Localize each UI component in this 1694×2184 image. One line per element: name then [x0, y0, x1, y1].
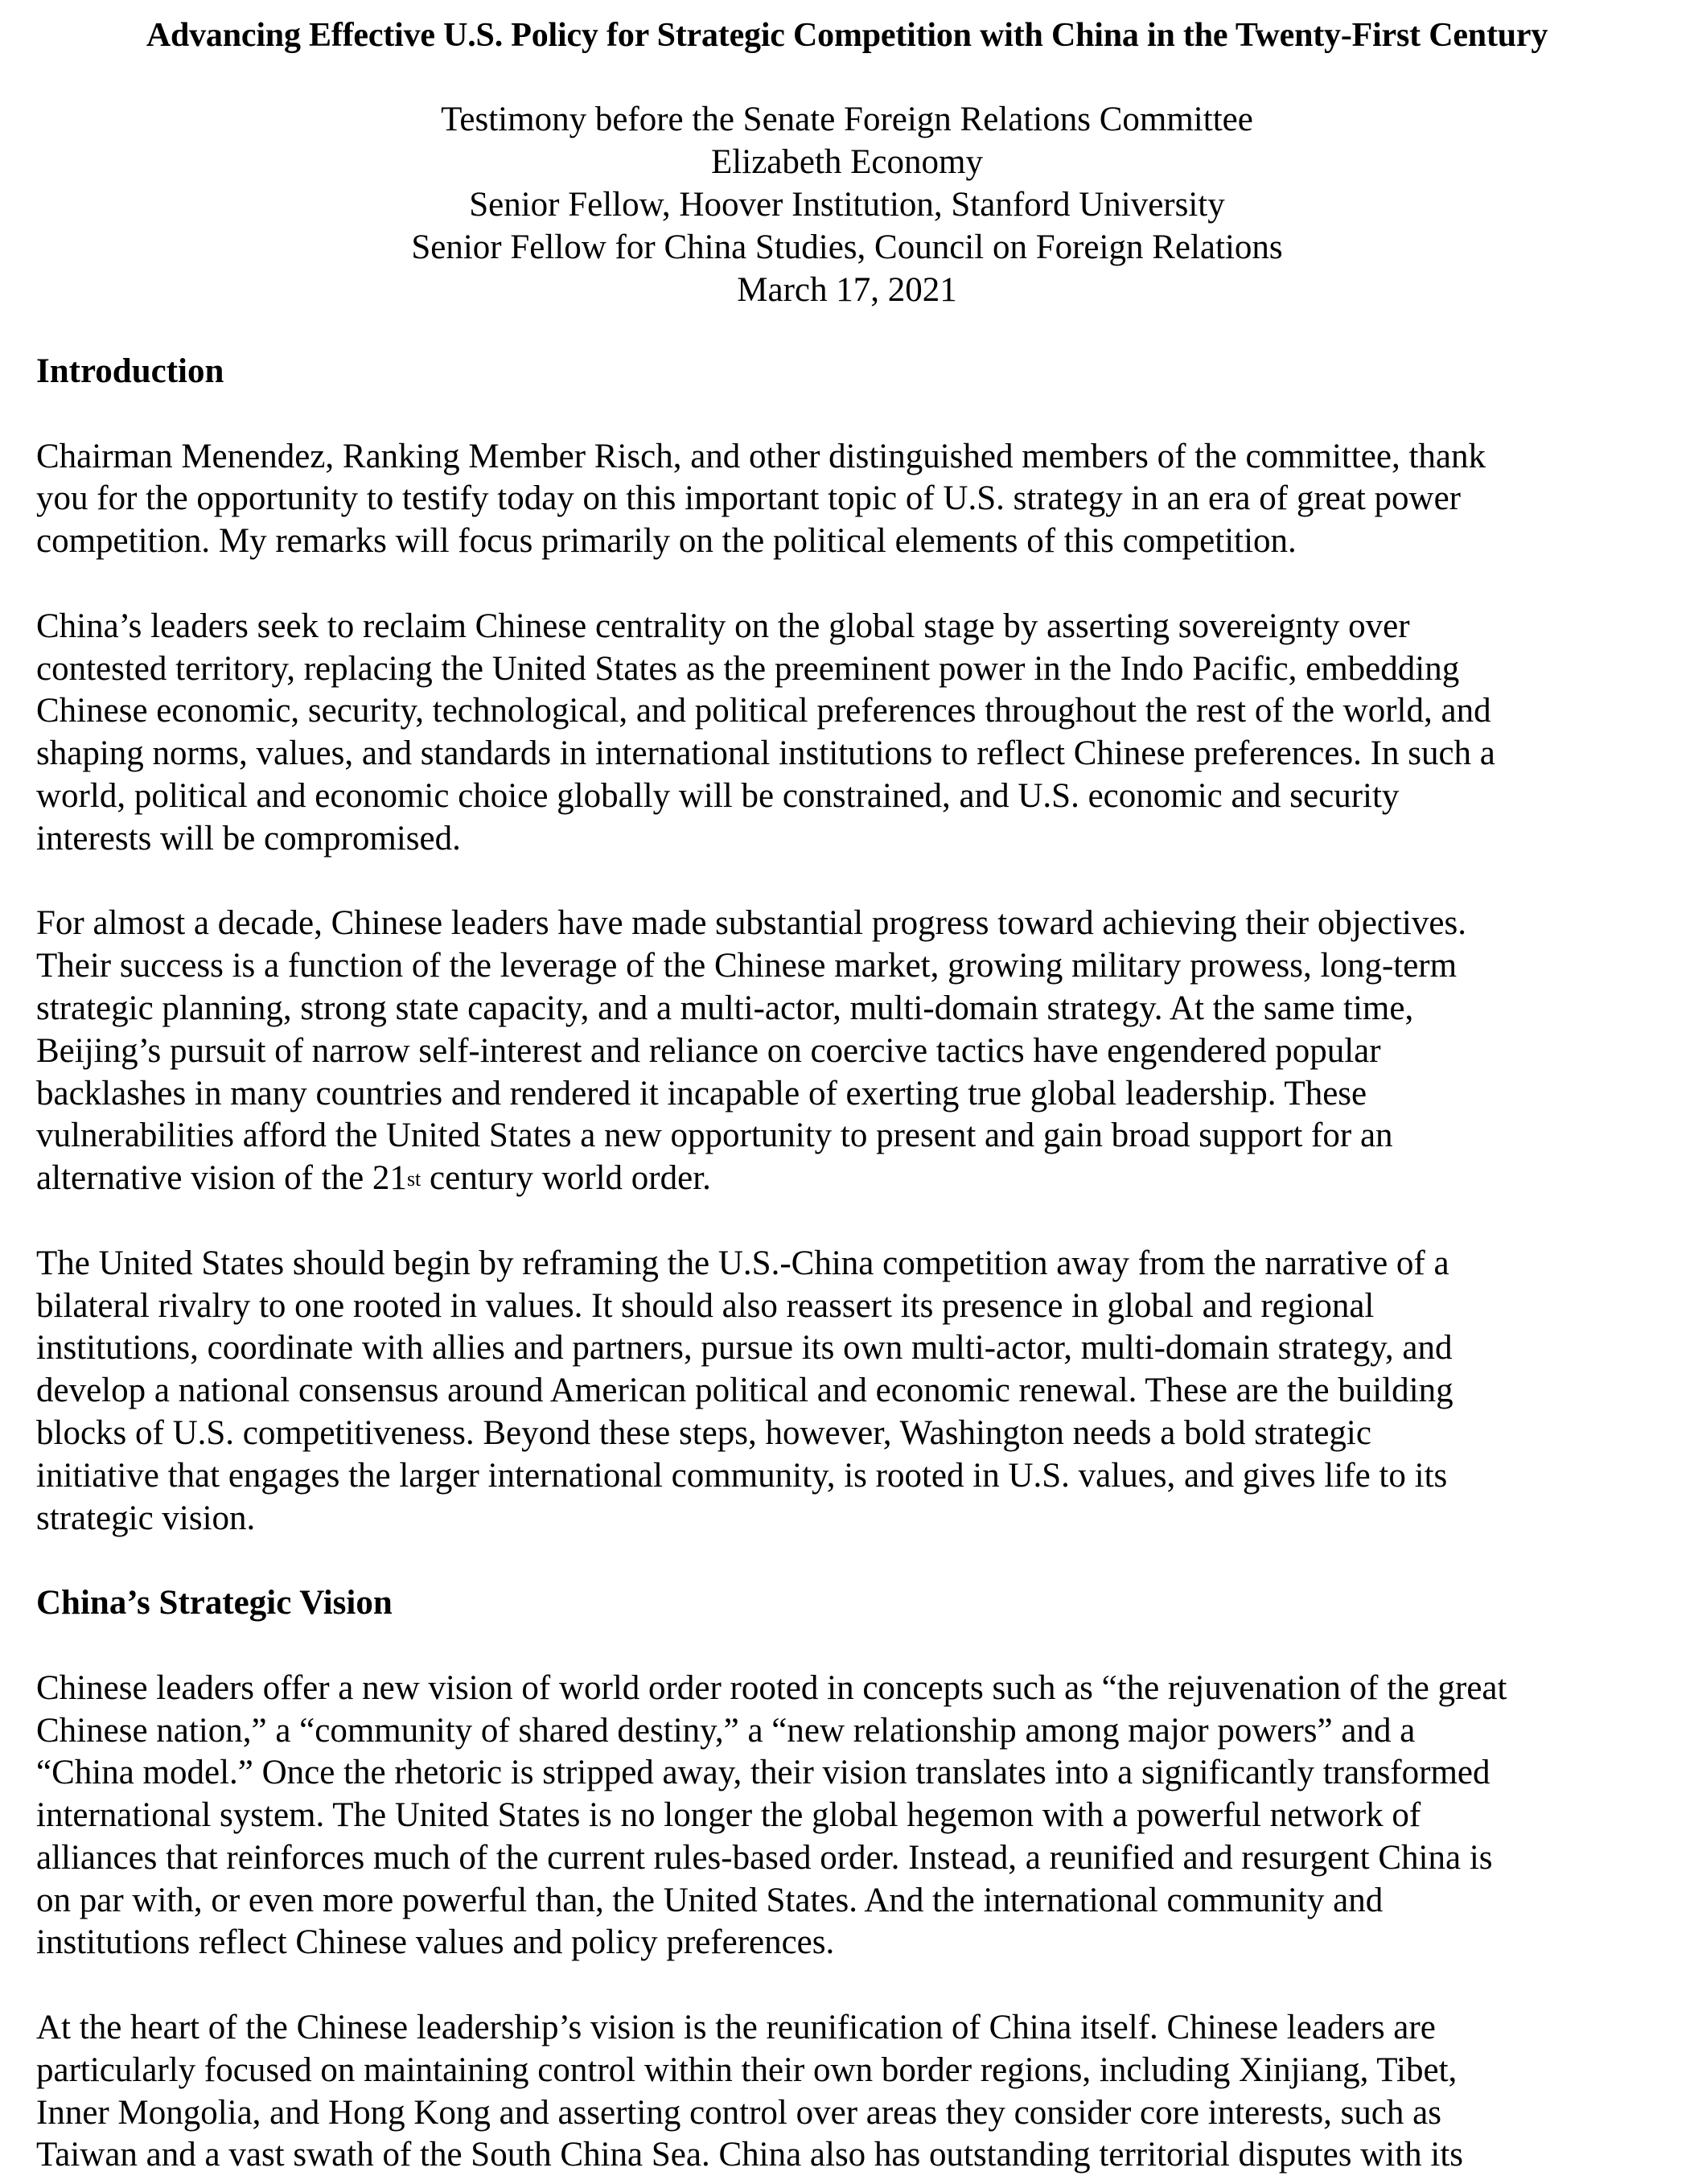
paragraph-vision-2 [36, 2007, 1677, 2177]
paragraph-intro-1 [36, 436, 1677, 563]
text-line-with-superscript [36, 1158, 1677, 1200]
text-line: Chairman Menendez, Ranking Member Risch, and other distinguished members of the committee, thank [36, 437, 1486, 475]
text-line: “China model.” Once the rhetoric is stripped away, their vision translates into a significantly transformed [36, 1754, 1490, 1792]
text-line: institutions reflect Chinese values and policy preferences. [36, 1923, 835, 1962]
testimony-date: March 17, 2021 [737, 271, 957, 309]
text-line: Beijing’s pursuit of narrow self-interest and reliance on coercive tactics have engendered popular [36, 1031, 1381, 1070]
text-line: strategic vision. [36, 1499, 256, 1537]
paragraph-intro-3 [36, 903, 1677, 1200]
text-line: shaping norms, values, and standards in international institutions to reflect Chinese preferences. In such a [36, 734, 1495, 773]
text-line: contested territory, replacing the United States as the preeminent power in the Indo Pacific, embedding [36, 649, 1460, 688]
paragraph-intro-4 [36, 1243, 1677, 1540]
text-fragment: century world order. [421, 1159, 711, 1198]
text-line: on par with, or even more powerful than, the United States. And the international community and [36, 1881, 1384, 1919]
text-line: institutions, coordinate with allies and partners, pursue its own multi-actor, multi-domain strategy, and [36, 1329, 1453, 1368]
testimony-venue: Testimony before the Senate Foreign Relations Committee [441, 101, 1253, 138]
text-line: alliances that reinforces much of the current rules-based order. Instead, a reunified and resurgent China is [36, 1838, 1493, 1877]
text-line: strategic planning, strong state capacity, and a multi-actor, multi-domain strategy. At the same time, [36, 989, 1414, 1027]
author-affiliation-cfr: Senior Fellow for China Studies, Council on Foreign Relations [411, 228, 1283, 266]
document-byline [0, 98, 1694, 311]
document-title: Advancing Effective U.S. Policy for Strategic Competition with China in the Twenty-First Century [146, 17, 1548, 54]
text-line: develop a national consensus around American political and economic renewal. These are the building [36, 1372, 1453, 1410]
text-line: The United States should begin by reframing the U.S.-China competition away from the narrative of a [36, 1244, 1449, 1282]
text-line: competition. My remarks will focus primarily on the political elements of this competition. [36, 522, 1297, 561]
document-body [36, 351, 1677, 2177]
text-line: interests will be compromised. [36, 819, 461, 858]
text-line: world, political and economic choice globally will be constrained, and U.S. economic and security [36, 776, 1400, 815]
paragraph-intro-2 [36, 606, 1677, 861]
text-line: backlashes in many countries and rendered it incapable of exerting true global leadership. These [36, 1074, 1367, 1113]
author-affiliation-hoover: Senior Fellow, Hoover Institution, Stanford University [469, 186, 1225, 224]
text-line: Chinese economic, security, technological, and political preferences throughout the rest of the world, and [36, 692, 1491, 730]
paragraph-vision-1 [36, 1668, 1677, 1965]
section-heading-strategic-vision: China’s Strategic Vision [36, 1584, 393, 1623]
text-fragment: alternative vision of the 21 [36, 1159, 407, 1198]
text-line: particularly focused on maintaining control within their own border regions, including Xinjiang, Tibet, [36, 2050, 1458, 2089]
text-line: bilateral rivalry to one rooted in values. It should also reassert its presence in global and regional [36, 1286, 1375, 1325]
text-line: Taiwan and a vast swath of the South China Sea. China also has outstanding territorial disputes with its [36, 2136, 1464, 2174]
text-line: international system. The United States is no longer the global hegemon with a powerful network of [36, 1796, 1421, 1835]
text-line: For almost a decade, Chinese leaders have made substantial progress toward achieving their objectives. [36, 904, 1466, 943]
text-line: blocks of U.S. competitiveness. Beyond these steps, however, Washington needs a bold strategic [36, 1413, 1371, 1452]
text-line: Their success is a function of the leverage of the Chinese market, growing military prowess, long-term [36, 947, 1458, 985]
section-heading-introduction: Introduction [36, 352, 224, 390]
text-line: initiative that engages the larger international community, is rooted in U.S. values, and gives life to its [36, 1456, 1448, 1495]
text-line: Chinese nation,” a “community of shared destiny,” a “new relationship among major powers” and a [36, 1711, 1416, 1750]
text-line: vulnerabilities afford the United States a new opportunity to present and gain broad support for an [36, 1117, 1393, 1155]
ordinal-superscript: st [406, 1167, 421, 1191]
text-line: Inner Mongolia, and Hong Kong and asserting control over areas they consider core interests, such as [36, 2093, 1441, 2132]
text-line: you for the opportunity to testify today on this important topic of U.S. strategy in an era of great power [36, 479, 1461, 518]
text-line: At the heart of the Chinese leadership’s vision is the reunification of China itself. Chinese leaders are [36, 2009, 1436, 2047]
author-name: Elizabeth Economy [711, 143, 983, 181]
text-line: China’s leaders seek to reclaim Chinese centrality on the global stage by asserting sovereignty over [36, 607, 1410, 645]
text-line: Chinese leaders offer a new vision of world order rooted in concepts such as “the rejuvenation of the great [36, 1668, 1507, 1707]
